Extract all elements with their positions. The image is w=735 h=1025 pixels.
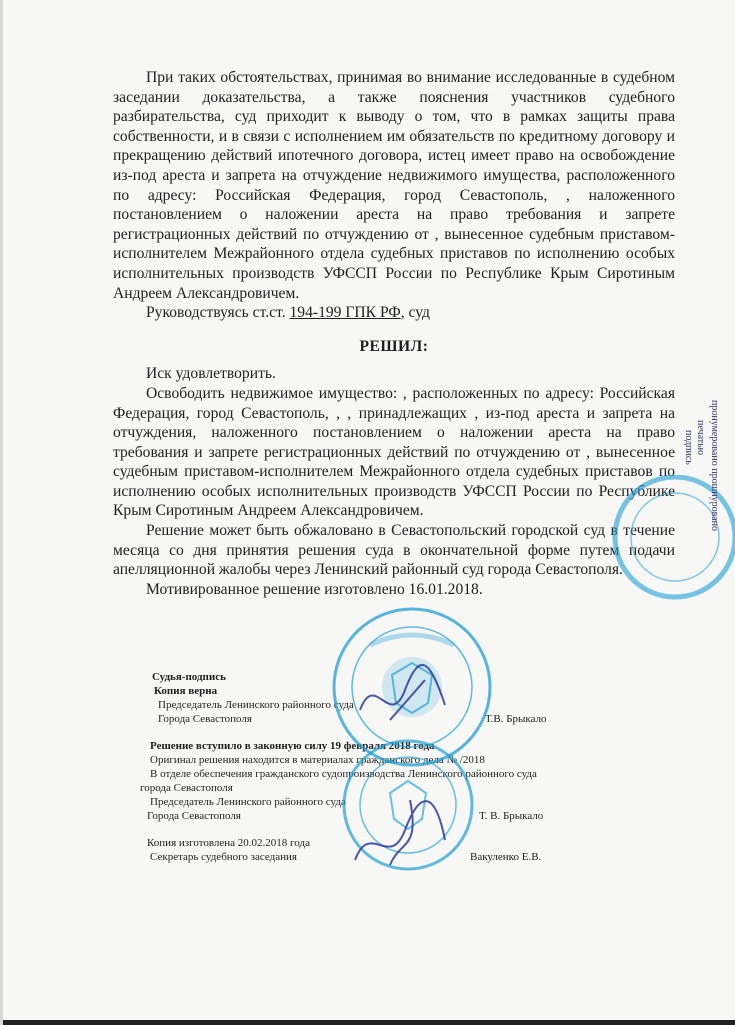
paragraph-release-property: Освободить недвижимое имущество: , расположенных по адресу: Российская Федерация, город Севастополь, , , принадлежащих , из-под ареста и запрета на отчуждения, наложенного постановлением о наложении ареста на право требования и запрете регистрационных действий по отчуждению от , вынесенное судебным приставом-исполнителем Межрайонного отдела судебных приставов по исполнению особых исполнительных производств УФССП России по Республике Крым Сиротиным Андреем Александровичем.	[113, 384, 675, 520]
city-line-1	[158, 712, 570, 726]
document-body	[113, 68, 675, 599]
certification-block	[140, 670, 570, 864]
department-line-1: В отделе обеспечения гражданского судопроизводства Ленинского районного суда	[150, 768, 537, 780]
binding-line-3: подпись	[683, 430, 694, 465]
binding-seal-edge	[672, 390, 735, 610]
in-force-line: Решение вступило в законную силу 19 февраля 2018 года	[150, 740, 435, 752]
legal-basis-suffix: , суд	[400, 304, 430, 322]
chairman-name-2: Т. В. Брыкало	[479, 810, 544, 822]
department-line-2: города Севастополя	[140, 782, 233, 794]
secretary-line	[150, 850, 570, 864]
chairman-label-2: Председатель Ленинского районного суда	[150, 796, 346, 808]
judge-signature-label: Судья-подпись	[152, 671, 226, 683]
copy-true-label: Копия верна	[154, 685, 218, 697]
paragraph-circumstances: При таких обстоятельствах, принимая во внимание исследованные в судебном заседании доказательства, а также пояснения участников судебного разбирательства, суд приходит к выводу о том, что в рамках защиты права собственности, и в связи с исполнением им обязательств по кредитному договору и прекращению действий ипотечного договора, истец имеет право на освобождение из-под ареста и запрета на отчуждение недвижимого имущества, расположенного по адресу: Российская Федерация, город Севастополь, , наложенного постановлением о наложении ареста на право требования и запрете регистрационных действий по отчуждению от , вынесенное судебным приставом-исполнителем Межрайонного отдела судебных приставов по исполнению особых исполнительных производств УФССП России по Республике Крым Сиротиным Андреем Александровичем.	[113, 69, 675, 302]
scan-bottom-edge	[0, 1020, 735, 1025]
copy-made-line: Копия изготовлена 20.02.2018 года	[147, 837, 310, 849]
paragraph-claim-granted: Иск удовлетворить.	[146, 365, 276, 383]
secretary-label: Секретарь судебного заседания	[150, 851, 297, 863]
chairman-name-1: Т.В. Брыкало	[485, 713, 547, 725]
original-location-line: Оригинал решения находится в материалах гражданского дела № /2018	[150, 754, 485, 766]
city-label-1: Города Севастополя	[158, 713, 252, 725]
city-line-2	[147, 809, 570, 823]
law-reference-link[interactable]: 194-199 ГПК РФ	[289, 304, 401, 322]
paragraph-reasoned-decision: Мотивированное решение изготовлено 16.01.2018.	[146, 580, 483, 598]
legal-basis-prefix: Руководствуясь ст.ст.	[146, 304, 290, 322]
paragraph-legal-basis	[113, 303, 675, 323]
secretary-name: Вакуленко Е.В.	[470, 851, 542, 863]
chairman-label-1: Председатель Ленинского районного суда	[158, 699, 354, 711]
binding-line-2: печатью	[695, 420, 706, 456]
scan-left-edge	[0, 0, 3, 1025]
binding-line-1: пронумеровано прошнуровано	[709, 400, 720, 532]
city-label-2: Города Севастополя	[147, 810, 241, 822]
decision-heading: РЕШИЛ:	[359, 337, 429, 355]
paragraph-appeal: Решение может быть обжаловано в Севастопольский городской суд в течение месяца со дня принятия решения суда в окончательной форме путем подачи апелляционной жалобы через Ленинский районный суд города Севастополя.	[113, 522, 675, 579]
